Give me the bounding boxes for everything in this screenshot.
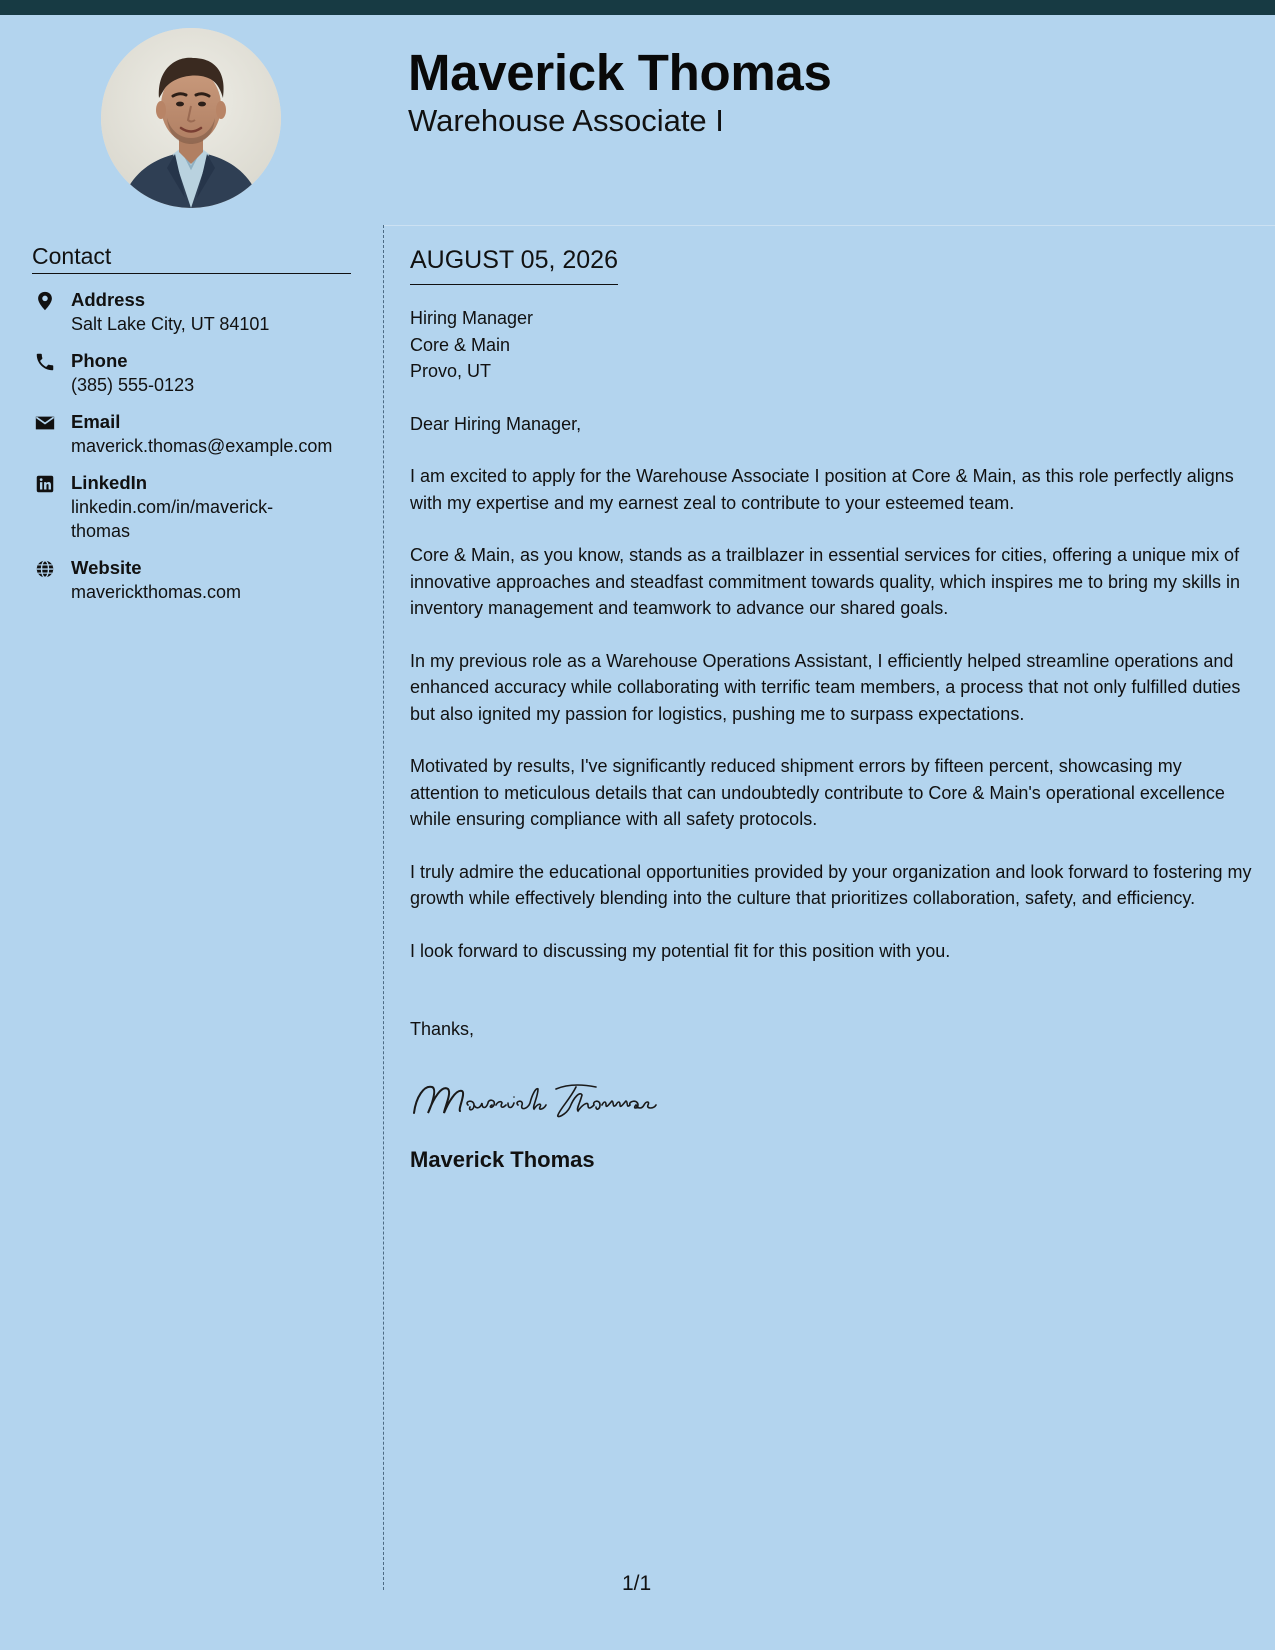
paragraph: I truly admire the educational opportunities provided by your organization and look forward to fostering my growth while effectively blending into the culture that prioritizes collaboration, safety, and efficiency.: [410, 861, 1252, 908]
contact-label-linkedin: LinkedIn: [71, 472, 148, 493]
salutation: Dear Hiring Manager,: [410, 413, 582, 434]
recipient-block: [410, 305, 1253, 385]
signer-name: Maverick Thomas: [410, 1146, 595, 1172]
profile-photo: [101, 28, 281, 208]
contact-value-linkedin: linkedin.com/in/maverick-thomas: [71, 497, 274, 541]
contact-value-website: maverickthomas.com: [71, 582, 242, 602]
paragraph: In my previous role as a Warehouse Operations Assistant, I efficiently helped streamline operations and enhanced accuracy while collaborating with terrific team members, a process that not only fulfilled duties but also ignited my passion for logistics, pushing me to surpass expectations.: [410, 650, 1241, 724]
contact-sidebar: [32, 225, 351, 617]
contact-heading: Contact: [32, 225, 351, 274]
letter-body: [410, 225, 1253, 1174]
globe-icon: [34, 558, 56, 580]
contact-value-phone: (385) 555-0123: [71, 375, 195, 395]
contact-label-email: Email: [71, 411, 121, 432]
recipient-location: Provo, UT: [410, 361, 492, 381]
contact-item-phone: [32, 349, 351, 397]
envelope-icon: [34, 412, 56, 434]
paragraph: I look forward to discussing my potential fit for this position with you.: [410, 940, 951, 961]
linkedin-icon: [34, 473, 56, 495]
paragraph: I am excited to apply for the Warehouse Associate I position at Core & Main, as this role perfectly aligns with my expertise and my earnest zeal to contribute to your esteemed team.: [410, 466, 1234, 513]
recipient-title: Hiring Manager: [410, 308, 534, 328]
job-title: Warehouse Associate I: [408, 103, 724, 138]
recipient-company: Core & Main: [410, 334, 511, 355]
letter-date: AUGUST 05, 2026: [410, 243, 618, 285]
contact-list: [32, 288, 351, 604]
applicant-name: Maverick Thomas: [408, 44, 832, 101]
paragraph: Core & Main, as you know, stands as a trailblazer in essential services for cities, offering a unique mix of innovative approaches and steadfast commitment towards quality, which inspires me to bring my skills in inventory management and teamwork to advance our shared goals.: [410, 545, 1241, 618]
contact-value-address: Salt Lake City, UT 84101: [71, 314, 270, 334]
column-divider: [383, 225, 384, 1590]
handwritten-signature: [410, 1075, 1253, 1123]
contact-item-email: [32, 410, 351, 458]
phone-icon: [34, 351, 56, 373]
paragraph: Motivated by results, I've significantly reduced shipment errors by fifteen percent, showcasing my attention to meticulous details that can undoubtedly contribute to Core & Main's operational excellence while ensuring compliance with all safety protocols.: [410, 756, 1225, 829]
contact-item-address: [32, 288, 351, 336]
contact-item-website: [32, 556, 351, 604]
contact-label-website: Website: [71, 557, 142, 578]
location-pin-icon: [34, 290, 56, 312]
page-number: 1/1: [622, 1572, 652, 1595]
contact-label-address: Address: [71, 289, 146, 310]
closing: Thanks,: [410, 1019, 475, 1039]
contact-label-phone: Phone: [71, 350, 128, 371]
signature-image: [410, 1075, 680, 1123]
portrait-illustration: [101, 28, 281, 208]
contact-value-email: maverick.thomas@example.com: [71, 436, 333, 456]
contact-item-linkedin: [32, 471, 351, 543]
top-bar: [0, 0, 1275, 15]
